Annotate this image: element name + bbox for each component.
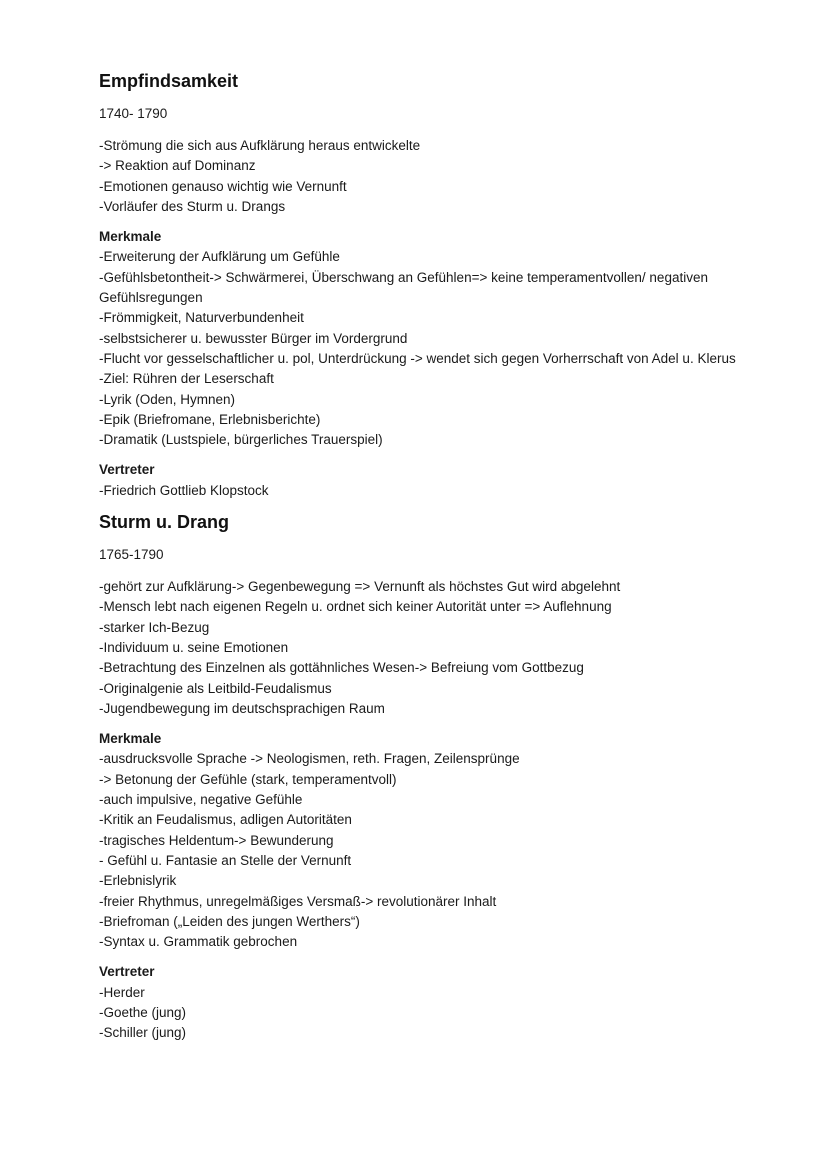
list-item: -Jugendbewegung im deutschsprachigen Raum	[99, 700, 385, 716]
list-item: -Originalgenie als Leitbild-Feudalismus	[99, 680, 332, 696]
merkmale-heading: Merkmale	[99, 229, 162, 245]
list-item: -freier Rhythmus, unregelmäßiges Versmaß-> revolutionärer Inhalt	[99, 893, 497, 909]
list-item: -Flucht vor gesselschaftlicher u. pol, Unterdrückung -> wendet sich gegen Vorherrschaft von Adel u. Klerus	[99, 350, 736, 366]
vertreter-heading: Vertreter	[99, 462, 155, 478]
merkmale-list	[99, 749, 788, 952]
list-item: -Mensch lebt nach eigenen Regeln u. ordnet sich keiner Autorität unter => Auflehnung	[99, 599, 612, 615]
list-item: -Dramatik (Lustspiele, bürgerliches Trauerspiel)	[99, 432, 383, 448]
section-years: 1740- 1790	[99, 106, 168, 121]
list-item: -Epik (Briefromane, Erlebnisberichte)	[99, 411, 321, 427]
list-item: -Betrachtung des Einzelnen als gottähnliches Wesen-> Befreiung vom Gottbezug	[99, 660, 584, 676]
list-item: -> Reaktion auf Dominanz	[99, 158, 256, 174]
list-item: -Gefühlsbetontheit-> Schwärmerei, Überschwang an Gefühlen=> keine temperamentvollen/ negativen	[99, 269, 708, 285]
list-item: -auch impulsive, negative Gefühle	[99, 792, 303, 808]
vertreter-list	[99, 983, 788, 1044]
section-empfindsamkeit	[99, 70, 788, 501]
list-item: -Ziel: Rühren der Leserschaft	[99, 371, 274, 387]
list-item: -gehört zur Aufklärung-> Gegenbewegung => Vernunft als höchstes Gut wird abgelehnt	[99, 579, 621, 595]
list-item: -Frömmigkeit, Naturverbundenheit	[99, 310, 304, 326]
list-item: -> Betonung der Gefühle (stark, temperamentvoll)	[99, 771, 397, 787]
list-item: -starker Ich-Bezug	[99, 619, 210, 635]
list-item: -Kritik an Feudalismus, adligen Autoritäten	[99, 812, 352, 828]
list-item: Gefühlsregungen	[99, 290, 203, 306]
vertreter-list	[99, 481, 788, 501]
list-item: -Erweiterung der Aufklärung um Gefühle	[99, 249, 340, 265]
list-item: -Goethe (jung)	[99, 1004, 187, 1020]
list-item: -Schiller (jung)	[99, 1025, 187, 1041]
list-item: - Gefühl u. Fantasie an Stelle der Vernunft	[99, 852, 352, 868]
list-item: -Individuum u. seine Emotionen	[99, 639, 289, 655]
list-item: -Herder	[99, 984, 145, 1000]
list-item: -tragisches Heldentum-> Bewunderung	[99, 832, 334, 848]
section-title: Sturm u. Drang	[99, 512, 230, 533]
merkmale-list	[99, 247, 788, 450]
intro-list	[99, 136, 788, 217]
list-item: -Emotionen genauso wichtig wie Vernunft	[99, 178, 347, 194]
section-title: Empfindsamkeit	[99, 71, 239, 91]
list-item: -Erlebnislyrik	[99, 873, 177, 889]
intro-list	[99, 577, 788, 719]
list-item: -Friedrich Gottlieb Klopstock	[99, 482, 269, 498]
section-sturm-und-drang	[99, 511, 788, 1044]
list-item: -ausdrucksvolle Sprache -> Neologismen, reth. Fragen, Zeilensprünge	[99, 751, 520, 767]
section-years: 1765-1790	[99, 547, 164, 563]
list-item: -Briefroman („Leiden des jungen Werthers“)	[99, 913, 360, 929]
list-item: -Strömung die sich aus Aufklärung heraus entwickelte	[99, 138, 421, 153]
list-item: -Vorläufer des Sturm u. Drangs	[99, 198, 286, 214]
list-item: -Syntax u. Grammatik gebrochen	[99, 934, 298, 950]
vertreter-heading: Vertreter	[99, 964, 155, 980]
merkmale-heading: Merkmale	[99, 731, 162, 747]
list-item: -Lyrik (Oden, Hymnen)	[99, 391, 236, 407]
list-item: -selbstsicherer u. bewusster Bürger im Vordergrund	[99, 330, 408, 346]
